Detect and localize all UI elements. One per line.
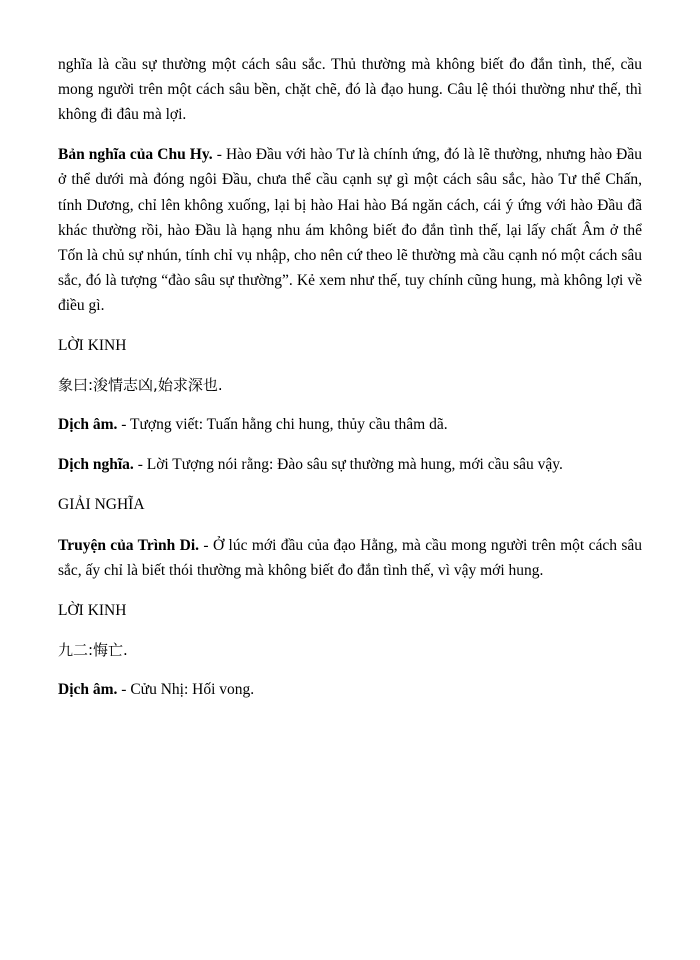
paragraph-body: - Lời Tượng nói rằng: Đào sâu sự thường mà hung, mới cầu sâu vậy.	[133, 456, 563, 474]
paragraph-body: - Hào Đầu với hào Tư là chính ứng, đó là lẽ thường, nhưng hào Đầu ở thể dưới mà đóng ngôi Đầu, chưa thể cầu cạnh sự gì một cách sâu sắc, hào Tư thể Chấn, tính Dương, chỉ lên không xuống, lại bị hào Hai hào Bá ngăn cách, cái ý ứng với hào Đầu đã khác thường rồi, hào Đầu là hạng nhu ám không biết đo đắn tình thế, lại lấy chất Âm ở thể Tốn là chủ sự nhún, tính chỉ vụ nhập, cho nên cứ theo lẽ thường mà cầu cạnh nó một cách sâu sắc, đó là tượng “đào sâu sự thường”. Kẻ xem như thế, tuy chính cũng hung, mà không lợi về điều gì.	[58, 146, 642, 314]
paragraph-lead-label: Bản nghĩa của Chu Hy.	[58, 146, 213, 164]
chinese-text-2: 九二:悔亡.	[58, 640, 128, 659]
paragraph-truyen-trinh-di	[58, 533, 642, 583]
paragraph-body: - Cửu Nhị: Hối vong.	[117, 680, 255, 698]
paragraph-dich-am-2	[58, 677, 642, 702]
paragraph-ban-nghia-chu-hy	[58, 142, 642, 318]
section-heading-giai-nghia: GIẢI NGHĨA	[58, 496, 145, 514]
paragraph-lead-label: Dịch âm.	[58, 416, 118, 434]
paragraph-lead-label: Truyện của Trình Di.	[58, 536, 200, 554]
paragraph-continuation: nghĩa là cầu sự thường một cách sâu sắc. Thủ thường mà không biết đo đắn tình, thế, cầu mong người trên một cách sâu bền, chặt chẽ, đó là đạo hung. Câu lệ thói thường như thế, thì không đi đâu mà lợi.	[58, 56, 642, 124]
paragraph-dich-nghia-1	[58, 452, 642, 477]
section-heading-loi-kinh-1: LỜI KINH	[58, 337, 127, 355]
paragraph-dich-am-1	[58, 412, 642, 437]
paragraph-body: - Ở lúc mới đầu của đạo Hằng, mà cầu mong người trên một cách sâu sắc, ấy chỉ là biết thói thường mà không biết đo đắn tình thế, vì vậy mới hung.	[58, 536, 643, 579]
paragraph-lead-label: Dịch nghĩa.	[58, 456, 134, 474]
section-heading-loi-kinh-2: LỜI KINH	[58, 601, 127, 619]
paragraph-body: - Tượng viết: Tuấn hằng chi hung, thủy cầu thâm dã.	[117, 416, 448, 434]
paragraph-lead-label: Dịch âm.	[58, 680, 118, 698]
chinese-text-1: 象曰:浚情志凶,始求深也.	[58, 376, 223, 395]
